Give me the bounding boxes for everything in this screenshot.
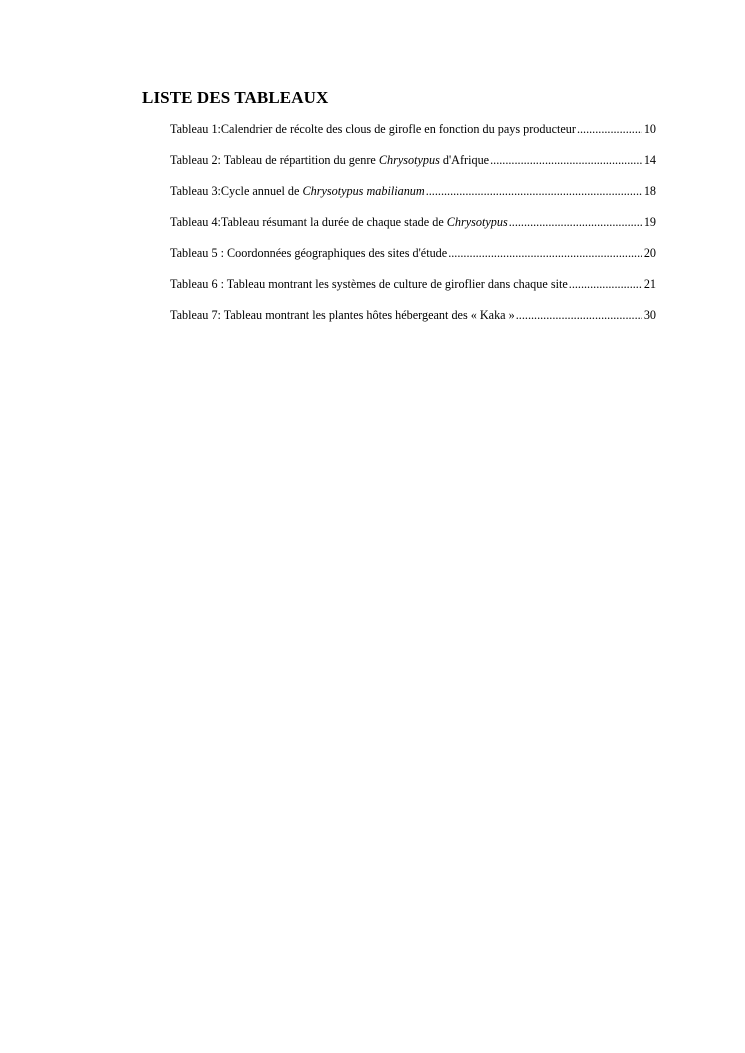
toc-entry-text: Tableau 5 : Coordonnées géographiques des sites d'étude (170, 246, 448, 260)
toc-page-number: 20 (643, 246, 656, 260)
toc-page-number: 18 (643, 184, 656, 198)
toc-entry-text: Tableau 6 : Tableau montrant les systèmes de culture de giroflier dans chaque site (170, 277, 568, 291)
toc-entry-5[interactable] (170, 246, 656, 277)
dot-leader (448, 246, 642, 261)
toc-page-number: 21 (643, 277, 656, 291)
toc-entry-text: Tableau 2: Tableau de répartition du genre Chrysotypus d'Afrique (170, 153, 490, 167)
toc-entry-4[interactable] (170, 215, 656, 246)
toc-entry-3[interactable] (170, 184, 656, 215)
dot-leader (569, 277, 642, 292)
toc-page-number: 19 (643, 215, 656, 229)
dot-leader (509, 215, 642, 230)
toc-page-number: 14 (643, 153, 656, 167)
toc-entry-6[interactable] (170, 277, 656, 308)
toc-entry-text: Tableau 3:Cycle annuel de Chrysotypus mabilianum (170, 184, 425, 198)
dot-leader (490, 153, 642, 168)
toc-entry-text: Tableau 4:Tableau résumant la durée de chaque stade de Chrysotypus (170, 215, 508, 229)
dot-leader (577, 122, 642, 137)
dot-leader (516, 308, 642, 323)
toc-entry-text: Tableau 7: Tableau montrant les plantes hôtes hébergeant des « Kaka » (170, 308, 515, 322)
toc-entry-2[interactable] (170, 153, 656, 184)
toc-entry-text: Tableau 1:Calendrier de récolte des clous de girofle en fonction du pays producteur (170, 122, 576, 136)
table-list (170, 122, 656, 339)
toc-entry-7[interactable] (170, 308, 656, 339)
page-title: LISTE DES TABLEAUX (142, 88, 329, 107)
toc-entry-1[interactable] (170, 122, 656, 153)
toc-page-number: 30 (643, 308, 656, 322)
dot-leader (426, 184, 642, 199)
toc-page-number: 10 (643, 122, 656, 136)
